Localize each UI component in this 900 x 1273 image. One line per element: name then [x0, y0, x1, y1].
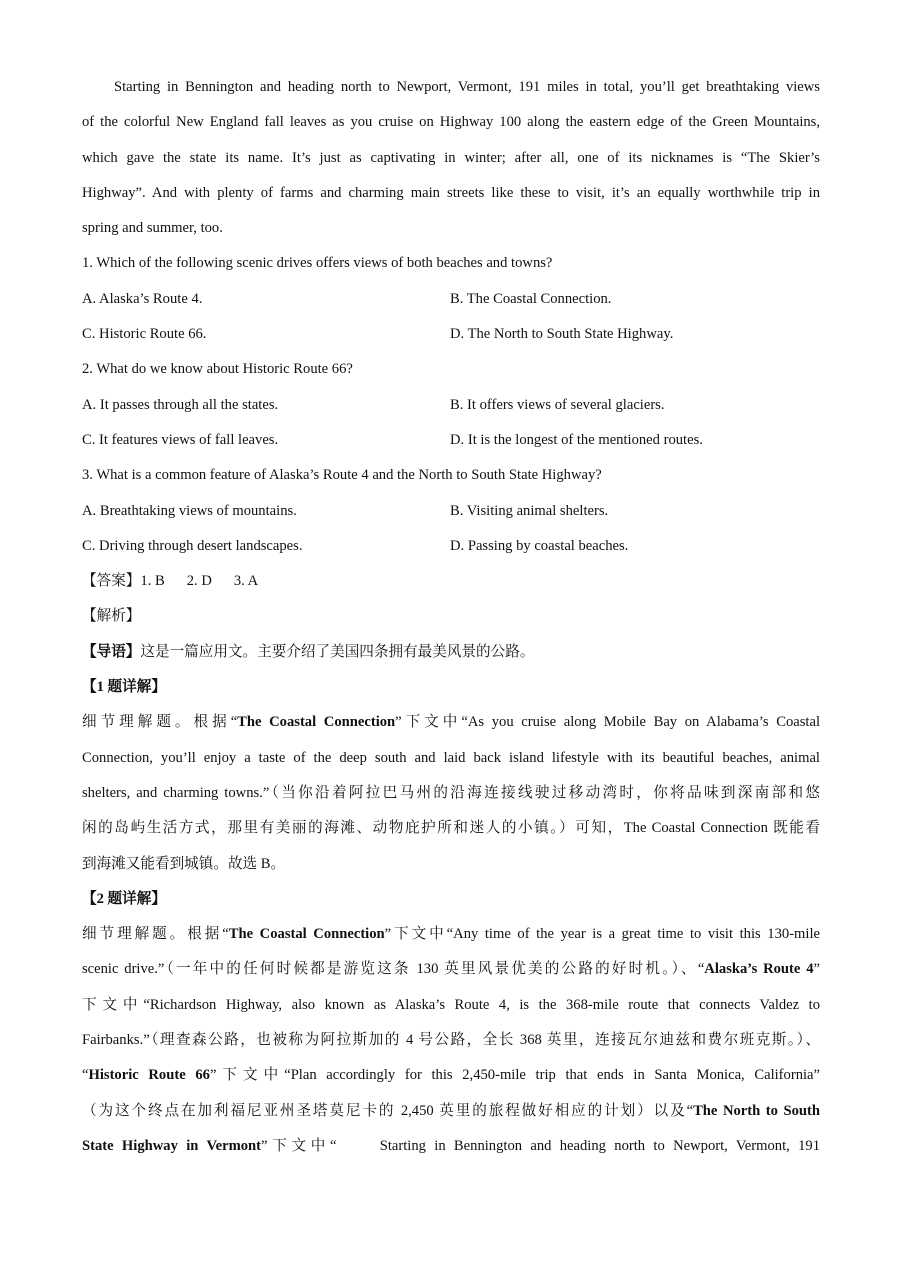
option-d: D. Passing by coastal beaches. — [450, 537, 629, 554]
text-run: ”下文中“ Starting in Bennington and heading north to Newport, Vermont, 191 — [261, 1137, 820, 1154]
question-stem: 3. What is a common feature of Alaska’s Route 4 and the North to South State Highway? — [82, 467, 602, 484]
option-a: A. Alaska’s Route 4. — [82, 290, 203, 307]
intro-text: 这是一篇应用文。主要介绍了美国四条拥有最美风景的公路。 — [140, 643, 535, 660]
explanation-line — [82, 1094, 820, 1129]
option-row — [82, 494, 820, 529]
question-2 — [82, 352, 820, 458]
text-run: ”下文中“Any time of the year is a great time to visit this 130-mile — [384, 926, 820, 943]
question-stem: 2. What do we know about Historic Route 66? — [82, 361, 353, 378]
route-name: The Coastal Connection — [237, 714, 396, 731]
route-name: The Coastal Connection — [228, 926, 385, 943]
explanation-line — [82, 705, 820, 740]
question-stem: 1. Which of the following scenic drives offers views of both beaches and towns? — [82, 255, 553, 272]
passage-line: Starting in Bennington and heading north to Newport, Vermont, 191 miles in total, you’ll get breathtaking views — [114, 79, 820, 95]
text-run: “ — [82, 1067, 89, 1084]
option-row — [82, 388, 820, 423]
answer-item: 3. A — [233, 573, 259, 590]
route-name: Alaska’s Route 4 — [704, 961, 814, 978]
passage-line: of the colorful New England fall leaves as you cruise on Highway 100 along the eastern edge of the Green Mountains, — [82, 114, 820, 131]
explanation-line: shelters, and charming towns.”（当你沿着阿拉巴马州的沿海连接线驶过移动湾时，你将品味到深南部和悠 — [82, 784, 820, 801]
option-b: B. Visiting animal shelters. — [450, 502, 609, 519]
passage-line: which gave the state its name. It’s just as captivating in winter; after all, one of its nicknames is “The Skier’s — [82, 149, 820, 166]
text-run: ”下文中“As you cruise along Mobile Bay on Alabama’s Coastal — [395, 714, 820, 731]
explanation-line — [82, 1058, 820, 1093]
option-d: D. The North to South State Highway. — [450, 326, 674, 343]
passage-line: Highway”. And with plenty of farms and charming main streets like these to visit, it’s an equally worthwhile trip in — [82, 184, 820, 201]
q2-explanation — [82, 882, 820, 1164]
document-page — [82, 70, 820, 1164]
route-name: Historic Route 66 — [88, 1067, 210, 1084]
explanation-line: Fairbanks.”（理查森公路，也被称为阿拉斯加的 4 号公路，全长 368 英里，连接瓦尔迪兹和费尔班克斯。）、 — [82, 1032, 820, 1049]
option-c: C. Driving through desert landscapes. — [82, 537, 303, 554]
option-c: C. Historic Route 66. — [82, 326, 207, 343]
question-3 — [82, 458, 820, 564]
analysis-label: 【解析】 — [82, 608, 141, 625]
passage-line: spring and summer, too. — [82, 220, 223, 237]
answer-item: 1. B — [140, 573, 165, 590]
explanation-line — [82, 917, 820, 952]
question-1 — [82, 246, 820, 352]
q1-heading: 【1 题详解】 — [82, 679, 166, 696]
route-name: State Highway in Vermont — [82, 1137, 262, 1154]
explanation-line: 闲的岛屿生活方式，那里有美丽的海滩、动物庇护所和迷人的小镇。）可知，The Coastal Connection 既能看 — [82, 820, 820, 837]
option-row — [82, 529, 820, 564]
explanation-line: 下文中“Richardson Highway, also known as Alaska’s Route 4, is the 368-mile route that connects Valdez to — [82, 996, 820, 1013]
intro-line — [82, 635, 820, 670]
option-a: A. It passes through all the states. — [82, 396, 279, 413]
explanation-line — [82, 952, 820, 987]
option-c: C. It features views of fall leaves. — [82, 431, 279, 448]
passage — [82, 70, 820, 246]
q2-heading: 【2 题详解】 — [82, 890, 166, 907]
explanation-line — [82, 1129, 820, 1164]
route-name: The North to South — [693, 1102, 820, 1119]
answer-line — [82, 564, 820, 599]
text-run: ” — [813, 961, 820, 978]
text-run: 细节理解题。根据“ — [82, 714, 238, 731]
explanation-line: Connection, you’ll enjoy a taste of the deep south and laid back island lifestyle with its beautiful beaches, animal — [82, 749, 820, 766]
option-d: D. It is the longest of the mentioned routes. — [450, 431, 703, 448]
q1-explanation — [82, 670, 820, 882]
option-row — [82, 423, 820, 458]
answer-label: 【答案】 — [82, 573, 141, 590]
option-a: A. Breathtaking views of mountains. — [82, 502, 297, 519]
text-run: 细节理解题。根据“ — [82, 926, 229, 943]
text-run: scenic drive.”（一年中的任何时候都是游览这条 130 英里风景优美的公路的好时机。）、“ — [82, 961, 705, 978]
text-run: （为这个终点在加利福尼亚州圣塔莫尼卡的 2,450 英里的旅程做好相应的计划）以及“ — [82, 1102, 694, 1119]
intro-label: 【导语】 — [82, 643, 141, 660]
option-b: B. The Coastal Connection. — [450, 290, 612, 307]
text-run: ”下文中“Plan accordingly for this 2,450-mile trip that ends in Santa Monica, California” — [209, 1067, 821, 1084]
option-b: B. It offers views of several glaciers. — [450, 396, 665, 413]
answer-item: 2. D — [186, 573, 212, 590]
option-row — [82, 317, 820, 352]
option-row — [82, 282, 820, 317]
explanation-line: 到海滩又能看到城镇。故选 B。 — [82, 855, 286, 872]
